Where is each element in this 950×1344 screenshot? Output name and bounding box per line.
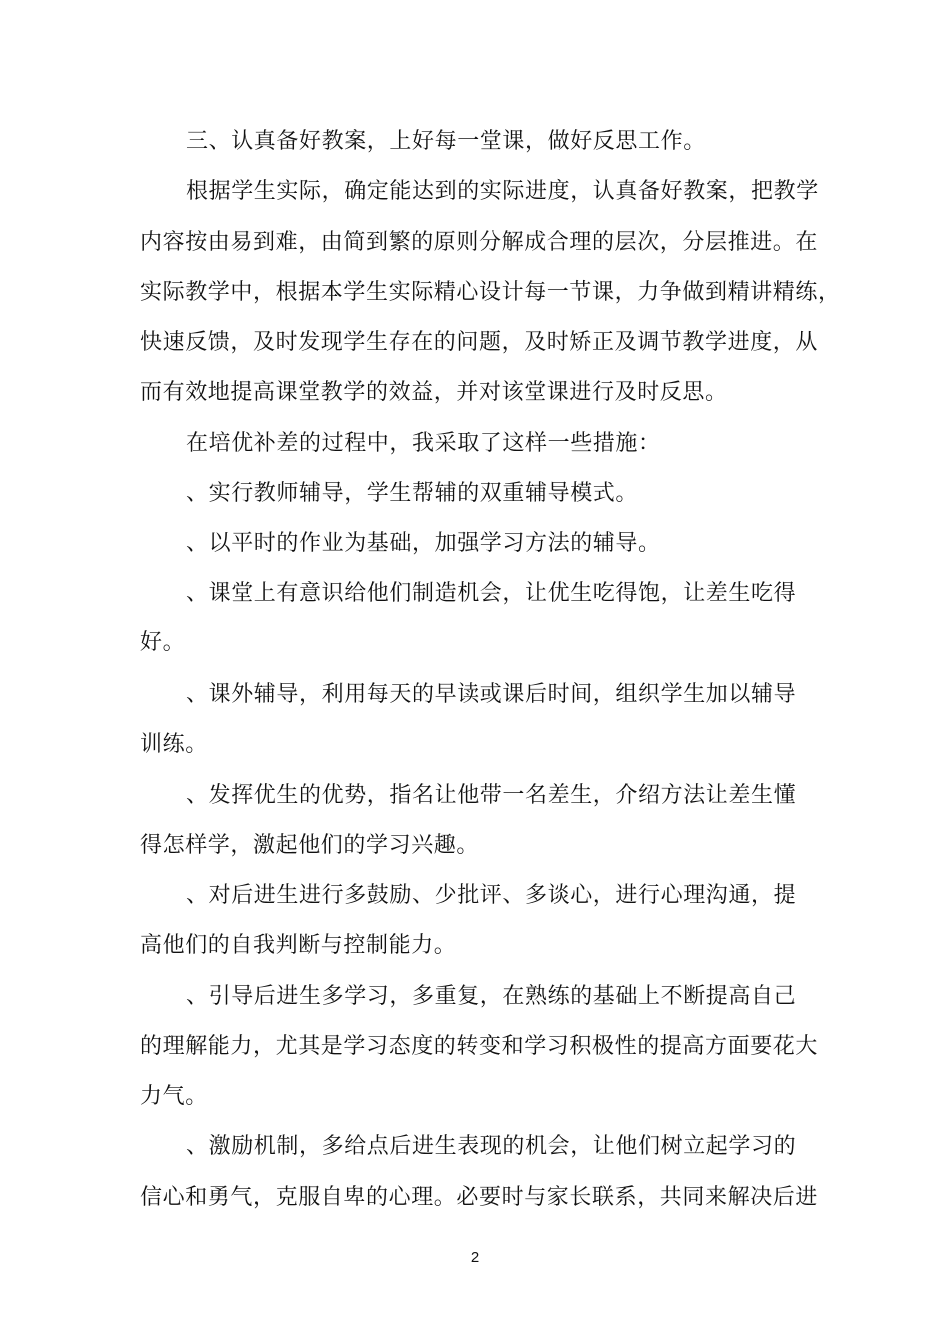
list-item-line: 力气。: [140, 1084, 208, 1109]
list-item-line: 高他们的自我判断与控制能力。: [140, 933, 457, 958]
paragraph-line: 根据学生实际，确定能达到的实际进度，认真备好教案，把教学: [186, 179, 819, 204]
list-item-line: 信心和勇气，克服自卑的心理。必要时与家长联系，共同来解决后进: [140, 1185, 819, 1210]
list-item-line: 、课堂上有意识给他们制造机会，让优生吃得饱，让差生吃得: [186, 581, 797, 606]
paragraph-line: 快速反馈，及时发现学生存在的问题，及时矫正及调节教学进度，从: [140, 330, 819, 355]
list-item-line: 得怎样学，激起他们的学习兴趣。: [140, 833, 480, 858]
list-item-line: 、引导后进生多学习，多重复，在熟练的基础上不断提高自己: [186, 984, 797, 1009]
list-item-line: 、以平时的作业为基础，加强学习方法的辅导。: [186, 531, 661, 556]
paragraph-line: 而有效地提高课堂教学的效益，并对该堂课进行及时反思。: [140, 380, 728, 405]
list-item-line: 训练。: [140, 732, 208, 757]
page-number: 2: [470, 1249, 480, 1266]
list-item-line: 、发挥优生的优势，指名让他带一名差生，介绍方法让差生懂: [186, 783, 797, 808]
list-item-line: 、对后进生进行多鼓励、少批评、多谈心，进行心理沟通，提: [186, 883, 797, 908]
list-item-line: 、课外辅导，利用每天的早读或课后时间，组织学生加以辅导: [186, 682, 797, 707]
section-heading: 三、认真备好教案，上好每一堂课，做好反思工作。: [186, 129, 706, 154]
paragraph-line: 实际教学中，根据本学生实际精心设计每一节课，力争做到精讲精练，: [140, 280, 841, 305]
list-item-line: 、实行教师辅导，学生帮辅的双重辅导模式。: [186, 481, 639, 506]
list-item-line: 的理解能力，尤其是学习态度的转变和学习积极性的提高方面要花大: [140, 1034, 819, 1059]
list-item-line: 好。: [140, 630, 186, 655]
paragraph-line: 在培优补差的过程中，我采取了这样一些措施：: [186, 431, 661, 456]
paragraph-line: 内容按由易到难，由简到繁的原则分解成合理的层次，分层推进。在: [140, 230, 819, 255]
list-item-line: 、激励机制，多给点后进生表现的机会，让他们树立起学习的: [186, 1134, 797, 1159]
